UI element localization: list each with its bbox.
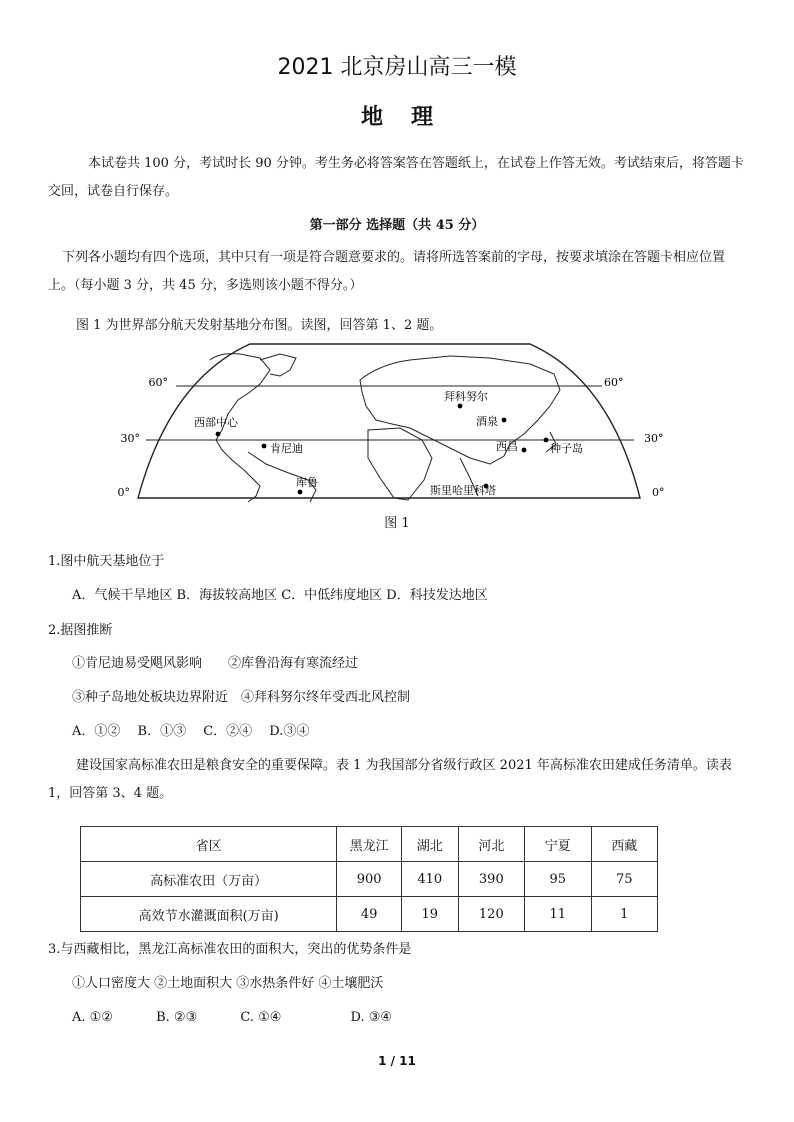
q2-statement-line-1: ①肯尼迪易受飓风影响 ②库鲁沿海有寒流经过 (72, 656, 359, 671)
table-header-cell: 湖北 (401, 827, 458, 862)
table-header-cell: 河北 (458, 827, 525, 862)
site-dot-xichang (522, 448, 527, 453)
site-dot-jiuquan (502, 418, 507, 423)
site-label-western-center: 西部中心 (194, 416, 238, 429)
site-dot-baikonur (458, 404, 463, 409)
q2-stem: 2.据图推断 (48, 623, 113, 638)
q3-stem: 3.与西藏相比，黑龙江高标准农田的面积大，突出的优势条件是 (48, 942, 412, 957)
table-header-cell: 宁夏 (525, 827, 591, 862)
lat-label-30-left: 30° (120, 432, 140, 445)
lat-label-0-left: 0° (117, 486, 130, 499)
lat-label-0-right: 0° (652, 486, 665, 499)
table-header-cell: 省区 (81, 827, 337, 862)
farmland-table (80, 826, 658, 932)
passage-farmland: 建设国家高标准农田是粮食安全的重要保障。表 1 为我国部分省级行政区 2021 年高标准农田建成任务清单。读表 1，回答第 3、4 题。 (48, 758, 732, 801)
site-label-baikonur: 拜科努尔 (444, 390, 488, 403)
world-map-figure (110, 340, 670, 510)
table-cell: 11 (525, 897, 591, 932)
site-label-kennedy: 肯尼迪 (270, 442, 303, 455)
site-label-xichang: 西昌 (496, 440, 518, 453)
q1-options: A．气候干旱地区 B．海拔较高地区 C．中低纬度地区 D．科技发达地区 (72, 588, 488, 603)
table-header-cell: 西藏 (591, 827, 657, 862)
lat-label-30-right: 30° (644, 432, 664, 445)
table-cell: 1 (591, 897, 657, 932)
site-label-sriharikota: 斯里哈里科塔 (430, 484, 496, 497)
table-cell: 高标准农田（万亩） (81, 862, 337, 897)
table-cell: 410 (401, 862, 458, 897)
site-dot-kourou (298, 490, 303, 495)
table-cell: 75 (591, 862, 657, 897)
site-dot-kennedy (262, 444, 267, 449)
site-label-jiuquan: 酒泉 (476, 415, 498, 428)
figure-caption: 图 1 (384, 516, 410, 531)
subject-title: 地理 (360, 105, 461, 130)
section-title: 第一部分 选择题（共 45 分） (309, 218, 485, 233)
q1-stem: 1.图中航天基地位于 (48, 554, 165, 569)
site-dot-western-center (216, 432, 221, 437)
table-cell: 49 (337, 897, 402, 932)
table-row (81, 862, 658, 897)
table-cell: 高效节水灌溉面积(万亩) (81, 897, 337, 932)
exam-title: 2021 北京房山高三一模 (277, 55, 517, 80)
q2-options: A．①② B．①③ C．②④ D.③④ (72, 724, 310, 739)
site-dot-tanegashima (544, 438, 549, 443)
table-cell: 19 (401, 897, 458, 932)
instructions-paragraph: 下列各小题均有四个选项，其中只有一项是符合题意要求的。请将所选答案前的字母，按要求填涂在答题卡相应位置上。（每小题 3 分，共 45 分，多选则该小题不得分。） (48, 250, 726, 293)
table-header-cell: 黑龙江 (337, 827, 402, 862)
q3-statement-line: ①人口密度大 ②土地面积大 ③水热条件好 ④土壤肥沃 (72, 976, 384, 991)
lat-label-60-left: 60° (148, 376, 168, 389)
intro-paragraph: 本试卷共 100 分，考试时长 90 分钟。考生务必将答案答在答题纸上，在试卷上作答无效。考试结束后，将答题卡交回，试卷自行保存。 (48, 156, 744, 199)
table-header-row (81, 827, 658, 862)
site-label-kourou: 库鲁 (296, 476, 318, 489)
table-cell: 120 (458, 897, 525, 932)
figure-intro: 图 1 为世界部分航天发射基地分布图。读图，回答第 1、2 题。 (76, 318, 443, 333)
table-row (81, 897, 658, 932)
table-cell: 390 (458, 862, 525, 897)
site-label-tanegashima: 种子岛 (550, 442, 583, 455)
q3-options: A. ①② B. ②③ C. ①④ D. ③④ (72, 1010, 393, 1025)
lat-label-60-right: 60° (604, 376, 624, 389)
q2-statement-line-2: ③种子岛地处板块边界附近 ④拜科努尔终年受西北风控制 (72, 690, 411, 705)
table-cell: 95 (525, 862, 591, 897)
page-number: 1 / 11 (378, 1054, 416, 1068)
table-cell: 900 (337, 862, 402, 897)
